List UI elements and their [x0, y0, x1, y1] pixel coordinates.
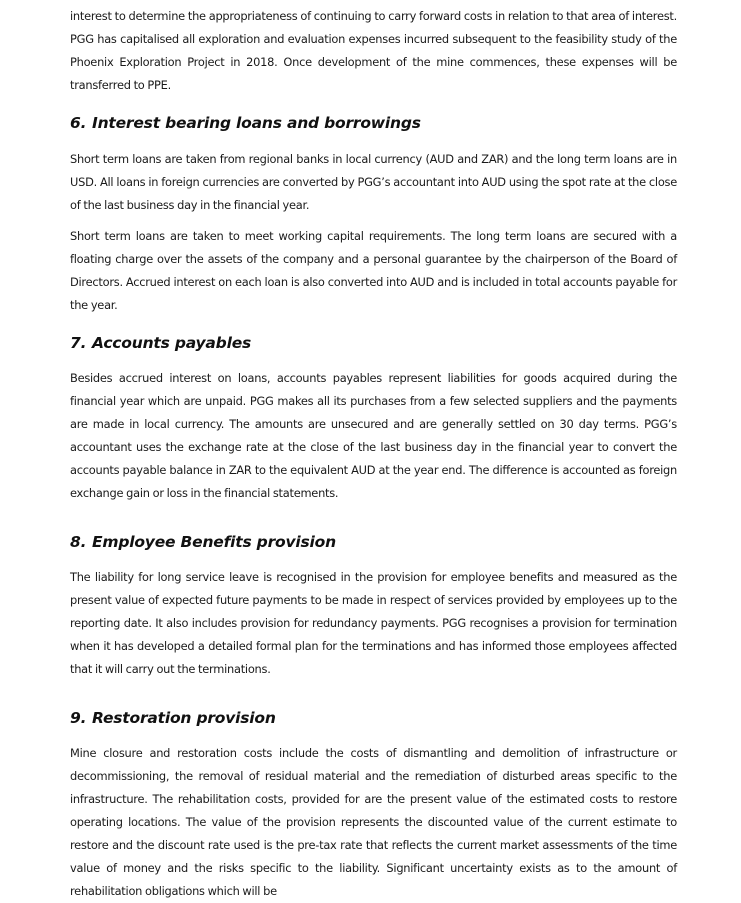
section-title: Accounts payables [92, 334, 252, 352]
document-page [70, 5, 677, 903]
section-heading-7 [70, 333, 677, 353]
section-number: 7. [70, 334, 87, 352]
section-9-paragraph-1: Mine closure and restoration costs include the costs of dismantling and demolition of infrastructure or decommissioning, the removal of residual material and the remediation of disturbed areas specific to the infrastructure. The rehabilitation costs, provided for are the present value of the estimated costs to restore operating locations. The value of the provision represents the discounted value of the current estimate to restore and the discount rate used is the pre-tax rate that reflects the current market assessments of the time value of money and the risks specific to the liability. Significant uncertainty exists as to the amount of rehabilitation obligations which will be [70, 746, 677, 898]
section-heading-6 [70, 113, 677, 133]
section-heading-8 [70, 532, 677, 552]
section-7-paragraph-1: Besides accrued interest on loans, accounts payables represent liabilities for goods acquired during the financial year which are unpaid. PGG makes all its purchases from a few selected suppliers and the payments are made in local currency. The amounts are unsecured and are generally settled on 30 day terms. PGG’s accountant uses the exchange rate at the close of the last business day in the financial year to convert the accounts payable balance in ZAR to the equivalent AUD at the year end. The difference is accounted as foreign exchange gain or loss in the financial statements. [70, 371, 677, 500]
section-number: 9. [70, 709, 87, 727]
section-heading-9 [70, 708, 677, 728]
section-title: Interest bearing loans and borrowings [92, 114, 421, 132]
section-6-paragraph-1: Short term loans are taken from regional banks in local currency (AUD and ZAR) and the long term loans are in USD. All loans in foreign currencies are converted by PGG’s accountant into AUD using the spot rate at the close of the last business day in the financial year. [70, 152, 677, 212]
intro-paragraph: interest to determine the appropriateness of continuing to carry forward costs in relation to that area of interest. PGG has capitalised all exploration and evaluation expenses incurred subsequent to the feasibility study of the Phoenix Exploration Project in 2018. Once development of the mine commences, these expenses will be transferred to PPE. [70, 9, 677, 92]
section-8-paragraph-1: The liability for long service leave is recognised in the provision for employee benefits and measured as the present value of expected future payments to be made in respect of services provided by employees up to the reporting date. It also includes provision for redundancy payments. PGG recognises a provision for termination when it has developed a detailed formal plan for the terminations and has informed those employees affected that it will carry out the terminations. [70, 570, 677, 676]
section-title: Employee Benefits provision [92, 533, 336, 551]
section-number: 6. [70, 114, 87, 132]
section-number: 8. [70, 533, 87, 551]
section-title: Restoration provision [92, 709, 276, 727]
section-6-paragraph-2: Short term loans are taken to meet working capital requirements. The long term loans are secured with a floating charge over the assets of the company and a personal guarantee by the chairperson of the Board of Directors. Accrued interest on each loan is also converted into AUD and is included in total accounts payable for the year. [70, 229, 677, 312]
